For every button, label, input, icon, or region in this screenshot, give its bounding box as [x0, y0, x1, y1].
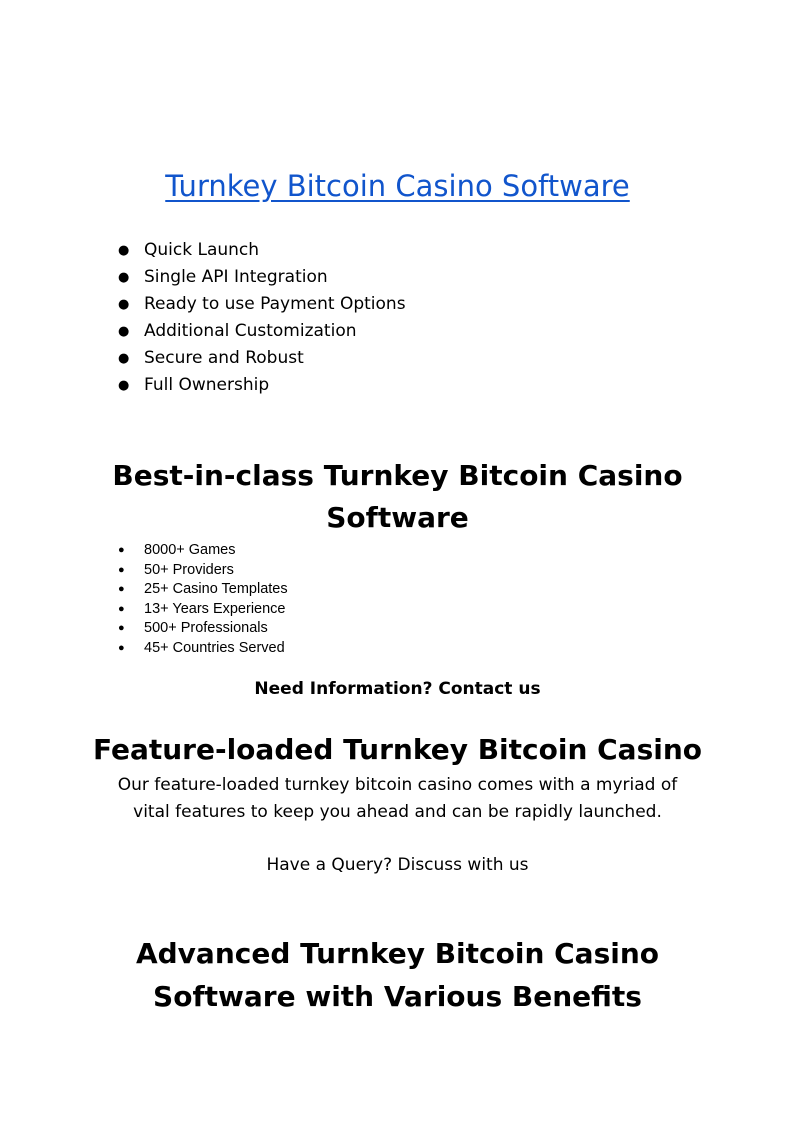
heading-line: Advanced Turnkey Bitcoin Casino — [135, 937, 660, 970]
list-item-label: Single API Integration — [144, 267, 328, 287]
bullet-icon: ● — [118, 622, 125, 634]
stats-list — [118, 541, 288, 658]
list-item-label: 25+ Casino Templates — [144, 581, 288, 597]
bullet-icon: ● — [118, 544, 125, 556]
list-item-label: Full Ownership — [144, 375, 270, 395]
bullet-icon: ● — [118, 324, 130, 339]
feature-paragraph — [0, 772, 795, 826]
list-item-label: Quick Launch — [144, 240, 260, 260]
list-item — [118, 639, 288, 659]
bullet-icon: ● — [118, 583, 125, 595]
list-item — [118, 580, 288, 600]
list-item — [118, 372, 406, 399]
list-item-label: 13+ Years Experience — [144, 600, 286, 617]
bullet-icon: ● — [118, 641, 125, 654]
list-item — [118, 264, 406, 291]
list-item — [118, 600, 288, 620]
list-item — [118, 541, 288, 561]
bullet-icon: ● — [118, 270, 130, 285]
list-item-label: 45+ Countries Served — [144, 639, 285, 656]
bullet-icon: ● — [118, 378, 130, 393]
heading-line: Best-in-class Turnkey Bitcoin Casino — [112, 459, 683, 492]
bullet-icon: ● — [118, 351, 130, 366]
list-item-label: Ready to use Payment Options — [144, 294, 406, 314]
list-item — [118, 237, 406, 264]
list-item-label: 500+ Professionals — [144, 620, 268, 636]
bullet-icon: ● — [118, 297, 130, 312]
paragraph-line: vital features to keep you ahead and can be rapidly launched. — [133, 802, 662, 822]
list-item-label: Secure and Robust — [144, 348, 304, 368]
discuss-with-us-cta[interactable]: Have a Query? Discuss with us — [266, 855, 529, 875]
bullet-icon: ● — [118, 563, 125, 576]
features-list — [118, 237, 406, 399]
feature-loaded-heading: Feature-loaded Turnkey Bitcoin Casino — [92, 733, 703, 766]
list-item-label: 8000+ Games — [144, 542, 236, 558]
bullet-icon: ● — [118, 243, 130, 258]
best-in-class-heading — [0, 455, 795, 539]
list-item — [118, 561, 288, 581]
title-link[interactable]: Turnkey Bitcoin Casino Software — [165, 169, 630, 203]
advanced-heading — [0, 932, 795, 1018]
heading-line: Software — [326, 501, 469, 534]
heading-line: Software with Various Benefits — [153, 980, 642, 1013]
list-item — [118, 318, 406, 345]
paragraph-line: Our feature-loaded turnkey bitcoin casino comes with a myriad of — [117, 775, 678, 795]
list-item — [118, 619, 288, 639]
list-item — [118, 291, 406, 318]
list-item-label: Additional Customization — [144, 321, 357, 341]
list-item — [118, 345, 406, 372]
list-item-label: 50+ Providers — [144, 561, 234, 578]
contact-us-cta[interactable]: Need Information? Contact us — [254, 679, 541, 699]
bullet-icon: ● — [118, 602, 125, 615]
